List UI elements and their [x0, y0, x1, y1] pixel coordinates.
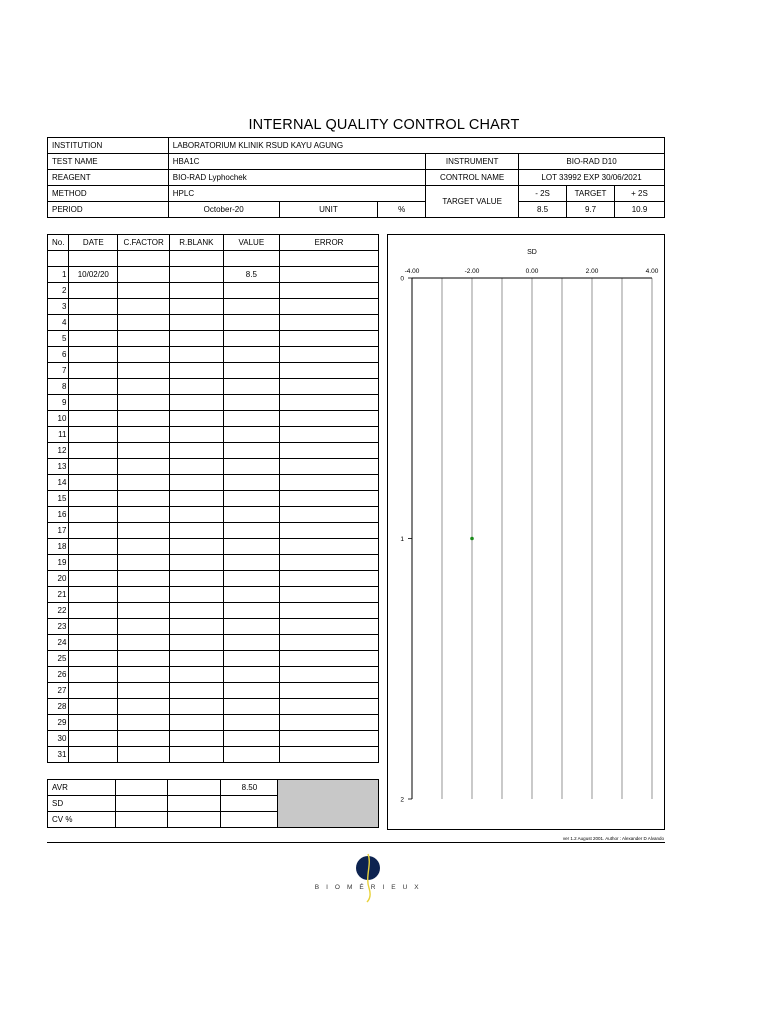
blank-row — [48, 251, 379, 267]
row-cfactor — [118, 539, 170, 555]
row-cfactor — [118, 683, 170, 699]
row-date — [69, 411, 118, 427]
row-cfactor — [118, 667, 170, 683]
row-rblank — [170, 347, 224, 363]
row-rblank — [170, 283, 224, 299]
row-rblank — [170, 587, 224, 603]
row-rblank — [170, 411, 224, 427]
row-cfactor — [118, 411, 170, 427]
col-date: DATE — [69, 235, 118, 251]
minus-2s-value: 8.5 — [519, 202, 567, 218]
row-date — [69, 299, 118, 315]
row-number: 13 — [48, 459, 69, 475]
row-rblank — [170, 603, 224, 619]
row-cfactor — [118, 299, 170, 315]
target-label: TARGET — [567, 186, 615, 202]
row-date — [69, 427, 118, 443]
table-row — [48, 699, 379, 715]
row-error — [279, 523, 378, 539]
x-tick-label: -4.00 — [404, 268, 420, 275]
row-value — [223, 683, 279, 699]
row-rblank — [170, 315, 224, 331]
row-rblank — [170, 507, 224, 523]
row-number: 9 — [48, 395, 69, 411]
row-value — [223, 411, 279, 427]
row-cfactor — [118, 363, 170, 379]
row-value — [223, 315, 279, 331]
table-row — [48, 731, 379, 747]
row-rblank — [170, 699, 224, 715]
row-error — [279, 315, 378, 331]
row-error — [279, 299, 378, 315]
row-value — [223, 507, 279, 523]
row-error — [279, 731, 378, 747]
row-value — [223, 491, 279, 507]
row-error — [279, 459, 378, 475]
row-cfactor — [118, 379, 170, 395]
row-date — [69, 715, 118, 731]
row-date — [69, 475, 118, 491]
stats-table — [47, 779, 379, 828]
row-value — [223, 523, 279, 539]
row-rblank — [170, 651, 224, 667]
row-cfactor — [118, 347, 170, 363]
row-rblank — [170, 363, 224, 379]
target-value-label: TARGET VALUE — [426, 186, 519, 218]
row-number: 12 — [48, 443, 69, 459]
row-rblank — [170, 667, 224, 683]
table-row — [48, 635, 379, 651]
row-rblank — [170, 683, 224, 699]
stats-gray-box — [278, 780, 379, 828]
row-cfactor — [118, 731, 170, 747]
row-value — [223, 379, 279, 395]
reagent-value: BIO-RAD Lyphochek — [168, 170, 425, 186]
table-row — [48, 667, 379, 683]
row-date — [69, 635, 118, 651]
y-tick-label: 0 — [400, 275, 404, 283]
table-row — [48, 347, 379, 363]
row-date — [69, 507, 118, 523]
table-row — [48, 395, 379, 411]
table-row — [48, 491, 379, 507]
row-number: 25 — [48, 651, 69, 667]
row-rblank — [170, 635, 224, 651]
row-date — [69, 379, 118, 395]
row-error — [279, 603, 378, 619]
row-cfactor — [118, 619, 170, 635]
row-error — [279, 267, 378, 283]
row-cfactor — [118, 491, 170, 507]
row-value — [223, 571, 279, 587]
data-table — [47, 234, 379, 763]
row-error — [279, 283, 378, 299]
row-number: 14 — [48, 475, 69, 491]
row-cfactor — [118, 283, 170, 299]
row-error — [279, 619, 378, 635]
unit-value: % — [378, 202, 426, 218]
minus-2s-label: - 2S — [519, 186, 567, 202]
row-date — [69, 699, 118, 715]
table-row — [48, 571, 379, 587]
row-number: 21 — [48, 587, 69, 603]
row-number: 24 — [48, 635, 69, 651]
row-value — [223, 715, 279, 731]
col-value: VALUE — [223, 235, 279, 251]
row-error — [279, 699, 378, 715]
row-rblank — [170, 523, 224, 539]
row-rblank — [170, 443, 224, 459]
row-error — [279, 395, 378, 411]
row-date — [69, 523, 118, 539]
sd-chart-svg — [388, 235, 664, 829]
header-table — [47, 137, 665, 218]
row-error — [279, 539, 378, 555]
method-label: METHOD — [48, 186, 169, 202]
col-no: No. — [48, 235, 69, 251]
table-row — [48, 747, 379, 763]
row-error — [279, 555, 378, 571]
row-error — [279, 347, 378, 363]
row-value — [223, 443, 279, 459]
row-date — [69, 443, 118, 459]
row-number: 18 — [48, 539, 69, 555]
row-error — [279, 715, 378, 731]
table-row — [48, 555, 379, 571]
row-value — [223, 395, 279, 411]
row-cfactor — [118, 443, 170, 459]
row-error — [279, 651, 378, 667]
row-value — [223, 667, 279, 683]
row-cfactor — [118, 603, 170, 619]
row-date — [69, 571, 118, 587]
row-date — [69, 651, 118, 667]
row-date — [69, 619, 118, 635]
target-value: 9.7 — [567, 202, 615, 218]
row-value — [223, 331, 279, 347]
row-number: 6 — [48, 347, 69, 363]
table-row — [48, 475, 379, 491]
row-cfactor — [118, 395, 170, 411]
method-value: HPLC — [168, 186, 425, 202]
sd-chart — [387, 234, 665, 830]
table-row — [48, 683, 379, 699]
row-error — [279, 587, 378, 603]
row-error — [279, 507, 378, 523]
row-rblank — [170, 395, 224, 411]
row-number: 29 — [48, 715, 69, 731]
row-error — [279, 331, 378, 347]
row-date — [69, 283, 118, 299]
row-error — [279, 491, 378, 507]
period-label: PERIOD — [48, 202, 169, 218]
row-date — [69, 347, 118, 363]
row-value — [223, 619, 279, 635]
y-tick-label: 2 — [400, 796, 404, 804]
table-row — [48, 651, 379, 667]
row-cfactor — [118, 715, 170, 731]
row-number: 8 — [48, 379, 69, 395]
row-date — [69, 315, 118, 331]
row-error — [279, 443, 378, 459]
row-cfactor — [118, 699, 170, 715]
row-rblank — [170, 459, 224, 475]
row-rblank — [170, 331, 224, 347]
row-rblank — [170, 715, 224, 731]
instrument-value: BIO-RAD D10 — [519, 154, 665, 170]
row-rblank — [170, 475, 224, 491]
row-date — [69, 395, 118, 411]
row-value — [223, 283, 279, 299]
row-number: 19 — [48, 555, 69, 571]
row-date — [69, 459, 118, 475]
row-cfactor — [118, 507, 170, 523]
row-rblank — [170, 619, 224, 635]
version-note: ver 1.2 August 2001. Author : Alexander D Alvando — [562, 836, 664, 841]
row-number: 15 — [48, 491, 69, 507]
row-number: 5 — [48, 331, 69, 347]
test-name-label: TEST NAME — [48, 154, 169, 170]
row-number: 22 — [48, 603, 69, 619]
row-error — [279, 363, 378, 379]
row-number: 16 — [48, 507, 69, 523]
table-row — [48, 363, 379, 379]
row-number: 17 — [48, 523, 69, 539]
row-value — [223, 427, 279, 443]
col-error: ERROR — [279, 235, 378, 251]
row-cfactor — [118, 459, 170, 475]
row-value — [223, 731, 279, 747]
row-cfactor — [118, 331, 170, 347]
control-name-label: CONTROL NAME — [426, 170, 519, 186]
table-row — [48, 267, 379, 283]
row-date — [69, 555, 118, 571]
row-number: 3 — [48, 299, 69, 315]
row-number: 26 — [48, 667, 69, 683]
row-error — [279, 747, 378, 763]
table-row — [48, 379, 379, 395]
row-number: 7 — [48, 363, 69, 379]
row-date — [69, 491, 118, 507]
control-name-value: LOT 33992 EXP 30/06/2021 — [519, 170, 665, 186]
row-cfactor — [118, 523, 170, 539]
row-cfactor — [118, 747, 170, 763]
row-value — [223, 555, 279, 571]
row-cfactor — [118, 587, 170, 603]
table-row — [48, 523, 379, 539]
row-number: 2 — [48, 283, 69, 299]
col-cfactor: C.FACTOR — [118, 235, 170, 251]
row-rblank — [170, 747, 224, 763]
row-value — [223, 539, 279, 555]
row-rblank — [170, 379, 224, 395]
row-rblank — [170, 267, 224, 283]
row-error — [279, 635, 378, 651]
row-error — [279, 427, 378, 443]
table-row — [48, 331, 379, 347]
row-date — [69, 587, 118, 603]
row-number: 27 — [48, 683, 69, 699]
avr-label: AVR — [48, 780, 116, 796]
row-error — [279, 683, 378, 699]
row-cfactor — [118, 267, 170, 283]
institution-value: LABORATORIUM KLINIK RSUD KAYU AGUNG — [168, 138, 664, 154]
x-tick-label: -2.00 — [464, 268, 480, 275]
table-row — [48, 539, 379, 555]
row-value — [223, 651, 279, 667]
row-rblank — [170, 427, 224, 443]
sd-label: SD — [48, 796, 116, 812]
instrument-label: INSTRUMENT — [426, 154, 519, 170]
row-error — [279, 475, 378, 491]
page-title: INTERNAL QUALITY CONTROL CHART — [248, 117, 520, 133]
y-tick-label: 1 — [400, 536, 404, 543]
row-value — [223, 363, 279, 379]
row-rblank — [170, 539, 224, 555]
row-cfactor — [118, 651, 170, 667]
row-rblank — [170, 299, 224, 315]
row-value — [223, 603, 279, 619]
institution-label: INSTITUTION — [48, 138, 169, 154]
row-date — [69, 747, 118, 763]
footer-rule — [47, 842, 665, 843]
row-cfactor — [118, 635, 170, 651]
row-cfactor — [118, 571, 170, 587]
row-value — [223, 699, 279, 715]
biomerieux-logo — [314, 852, 422, 902]
row-number: 1 — [48, 267, 69, 283]
row-number: 28 — [48, 699, 69, 715]
row-error — [279, 411, 378, 427]
row-value — [223, 635, 279, 651]
chart-title: SD — [527, 249, 537, 256]
row-date — [69, 331, 118, 347]
table-row — [48, 715, 379, 731]
row-number: 11 — [48, 427, 69, 443]
row-rblank — [170, 571, 224, 587]
row-number: 30 — [48, 731, 69, 747]
table-row — [48, 427, 379, 443]
row-date — [69, 363, 118, 379]
svg-text:B I O M É R I E U X: B I O M É R I E U X — [314, 884, 422, 891]
row-date — [69, 667, 118, 683]
table-row — [48, 459, 379, 475]
row-error — [279, 667, 378, 683]
row-error — [279, 379, 378, 395]
x-tick-label: 4.00 — [645, 268, 659, 275]
x-tick-label: 0.00 — [525, 268, 539, 275]
row-value: 8.5 — [223, 267, 279, 283]
table-row — [48, 283, 379, 299]
row-cfactor — [118, 315, 170, 331]
row-cfactor — [118, 427, 170, 443]
row-date — [69, 603, 118, 619]
x-tick-label: 2.00 — [585, 268, 599, 275]
data-table-header — [48, 235, 379, 251]
cv-label: CV % — [48, 812, 116, 828]
table-row — [48, 587, 379, 603]
row-error — [279, 571, 378, 587]
row-value — [223, 459, 279, 475]
table-row — [48, 507, 379, 523]
row-date — [69, 683, 118, 699]
row-value — [223, 475, 279, 491]
table-row — [48, 443, 379, 459]
row-number: 20 — [48, 571, 69, 587]
reagent-label: REAGENT — [48, 170, 169, 186]
row-value — [223, 347, 279, 363]
table-row — [48, 315, 379, 331]
row-date: 10/02/20 — [69, 267, 118, 283]
data-point — [470, 537, 474, 541]
plus-2s-value: 10.9 — [615, 202, 665, 218]
table-row — [48, 411, 379, 427]
row-value — [223, 587, 279, 603]
row-cfactor — [118, 475, 170, 491]
row-number: 23 — [48, 619, 69, 635]
row-number: 10 — [48, 411, 69, 427]
table-row — [48, 619, 379, 635]
row-date — [69, 731, 118, 747]
test-name-value: HBA1C — [168, 154, 425, 170]
row-rblank — [170, 491, 224, 507]
col-rblank: R.BLANK — [170, 235, 224, 251]
row-value — [223, 299, 279, 315]
row-rblank — [170, 731, 224, 747]
row-number: 31 — [48, 747, 69, 763]
row-cfactor — [118, 555, 170, 571]
row-value — [223, 747, 279, 763]
table-row — [48, 603, 379, 619]
avr-value: 8.50 — [221, 780, 278, 796]
row-date — [69, 539, 118, 555]
row-number: 4 — [48, 315, 69, 331]
table-row — [48, 299, 379, 315]
period-value: October-20 — [168, 202, 279, 218]
plus-2s-label: + 2S — [615, 186, 665, 202]
unit-label: UNIT — [279, 202, 378, 218]
row-rblank — [170, 555, 224, 571]
